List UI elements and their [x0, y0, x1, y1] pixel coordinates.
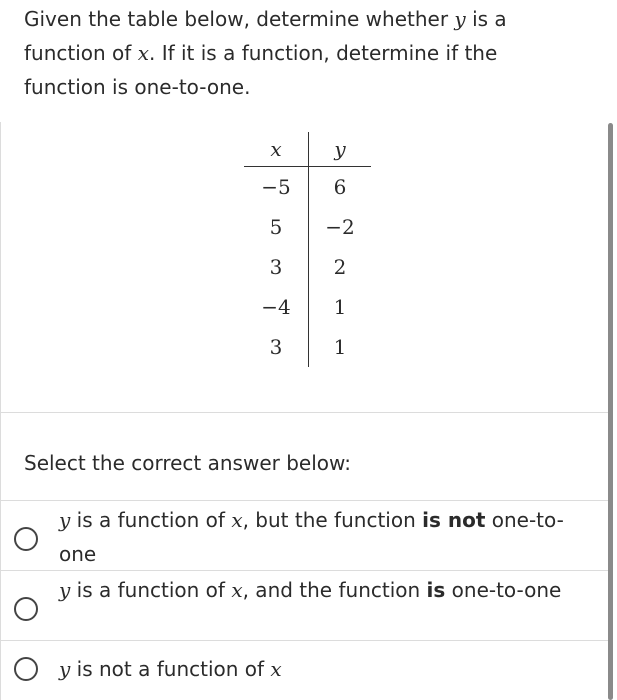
cell-y: −2: [325, 215, 355, 239]
cell-y: 1: [333, 295, 347, 319]
table-row: [244, 327, 371, 367]
cell-x: 5: [244, 207, 309, 247]
radio-button[interactable]: [14, 657, 38, 681]
option-label: y is a function of x, and the function is one-to-one: [59, 578, 562, 602]
header-y: y: [309, 132, 372, 167]
answer-prompt: Select the correct answer below:: [24, 451, 352, 475]
cell-x: 3: [244, 327, 309, 367]
cell-y: 6: [333, 175, 347, 199]
cell-x: 3: [244, 247, 309, 287]
question-part1: Given the table below, determine whether: [24, 7, 455, 31]
table-row: [244, 207, 371, 247]
table-row: [244, 247, 371, 287]
var-x: x: [137, 41, 149, 65]
option-function-not-one-to-one[interactable]: [0, 501, 608, 570]
var-y: y: [454, 7, 466, 31]
option-label: y is a function of x, but the function is not one-to-one: [59, 508, 564, 566]
option-function-one-to-one[interactable]: [0, 571, 608, 640]
cell-x: −4: [244, 287, 309, 327]
radio-button[interactable]: [14, 597, 38, 621]
header-x: x: [244, 132, 309, 167]
table-header-row: [244, 132, 371, 167]
function-table: [244, 132, 371, 367]
table-row: [244, 287, 371, 327]
cell-y: 2: [333, 255, 347, 279]
option-not-a-function[interactable]: [0, 641, 608, 700]
cell-y: 1: [333, 335, 347, 359]
option-label: y is not a function of x: [59, 657, 282, 681]
question-part2: is a function of: [24, 7, 507, 65]
question-part3: . If it is a function, determine if the function is one-to-one.: [24, 41, 498, 99]
divider: [0, 412, 608, 413]
cell-x: −5: [244, 167, 309, 208]
table-row: [244, 167, 371, 208]
question-text: [24, 2, 584, 104]
scrollbar[interactable]: [608, 123, 613, 700]
radio-button[interactable]: [14, 527, 38, 551]
